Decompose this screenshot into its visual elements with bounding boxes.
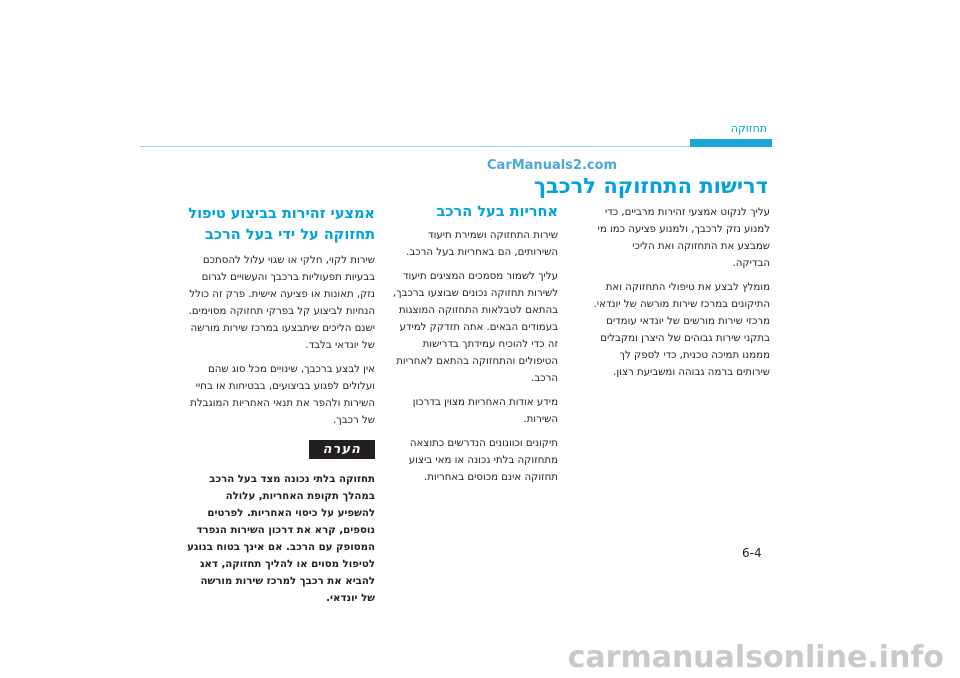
- header-rule: [140, 146, 772, 147]
- column-left: [185, 204, 375, 607]
- page-title: דרישות התחזוקה לרכבך: [533, 174, 768, 198]
- paragraph: מידע אודות האחריות מצוין בדרכון השירות.: [412, 397, 558, 425]
- column-middle: [388, 204, 558, 493]
- section-heading-precautions: [185, 204, 375, 246]
- note-text: תחזוקה בלתי נכונה מצד בעל הרכב במהלך תקופת האחריות, עלולה להשפיע על כיסוי האחריות. לפרטים נוספים, קרא את דרכון השירות הנפרד המסופק עם הרכב. אם אינך בטוח בנוגע לטיפול מסוים או להליך תחזוקה, דאג להביא את רכבך למרכז שירות מורשה של יונדאי.: [187, 474, 375, 604]
- paragraph: שירות לקוי, חלקי או שגוי עלול להסתכם בבעיות תפעוליות ברכבך והעשויים לגרום נזק, תאונות או פציעה אישית. פרק זה כולל הנחיות לביצוע קל בפרקי תחזוקה מסוימים. ישנם הליכים שיתבצעו במרכז שירות מורשה של יונדאי בלבד.: [188, 255, 375, 351]
- column-right: [592, 204, 770, 388]
- paragraph: אין לבצע ברכבך, שינויים מכל סוג שהם ועלולים לפגוע בביצועים, בבטיחות או בחיי השירות ולהפר את תנאי האחריות המוגבלת של רכבך.: [190, 364, 375, 426]
- header-accent-bar: [690, 139, 772, 147]
- note-banner: הערה: [309, 440, 375, 459]
- paragraph: עליך לנקוט אמצעי זהירות מרביים, כדי למנוע נזק לרכבך, ולמנוע פציעה כמו מי שמבצע את התחזוקה ואת הליכי הבדיקה.: [597, 207, 770, 269]
- heading-line: תחזוקה על ידי בעל הרכב: [205, 227, 375, 243]
- watermark-top: CarManuals2.com: [487, 158, 618, 173]
- section-label: תחזוקה: [730, 122, 767, 135]
- section-heading-owner-responsibility: אחריות בעל הרכב: [436, 204, 558, 220]
- page-number: 6-4: [742, 546, 762, 560]
- paragraph: שירות התחזוקה ושמירת תיעוד השירותים, הם באחריות בעל הרכב.: [406, 230, 558, 258]
- paragraph: תיקונים וכוונונים הנדרשים כתוצאה מתחזוקה בלתי נכונה או מאי ביצוע תחזוקה אינם מכוסים באחריות.: [408, 438, 558, 483]
- watermark-bottom: carmanualsonline.info: [567, 640, 944, 675]
- heading-line: אמצעי זהירות בביצוע טיפול: [188, 206, 375, 222]
- paragraph: מומלץ לבצע את טיפולי התחזוקה ואת התיקונים במרכז שירות מורשה של יונדאי. מרכזי שירות מורשים של יונדאי עומדים בתקני שירות גבוהים של היצרן ומקבלים מממנו תמיכה טכנית, כדי לספק לך שירותים ברמה גבוהה ומשביעת רצון.: [593, 282, 770, 378]
- paragraph: עליך לשמור מסמכים המציגים תיעוד לשירות תחזוקה נכונים שבוצעו ברכבך, בהתאם לטבלאות התחזוקה המוצגות בעמודים הבאים. אתה תזדקק למידע זה כדי להוכיח עמידתך בדרישות הטיפולים והתחזוקה בהתאם לאחריות הרכב.: [392, 271, 558, 384]
